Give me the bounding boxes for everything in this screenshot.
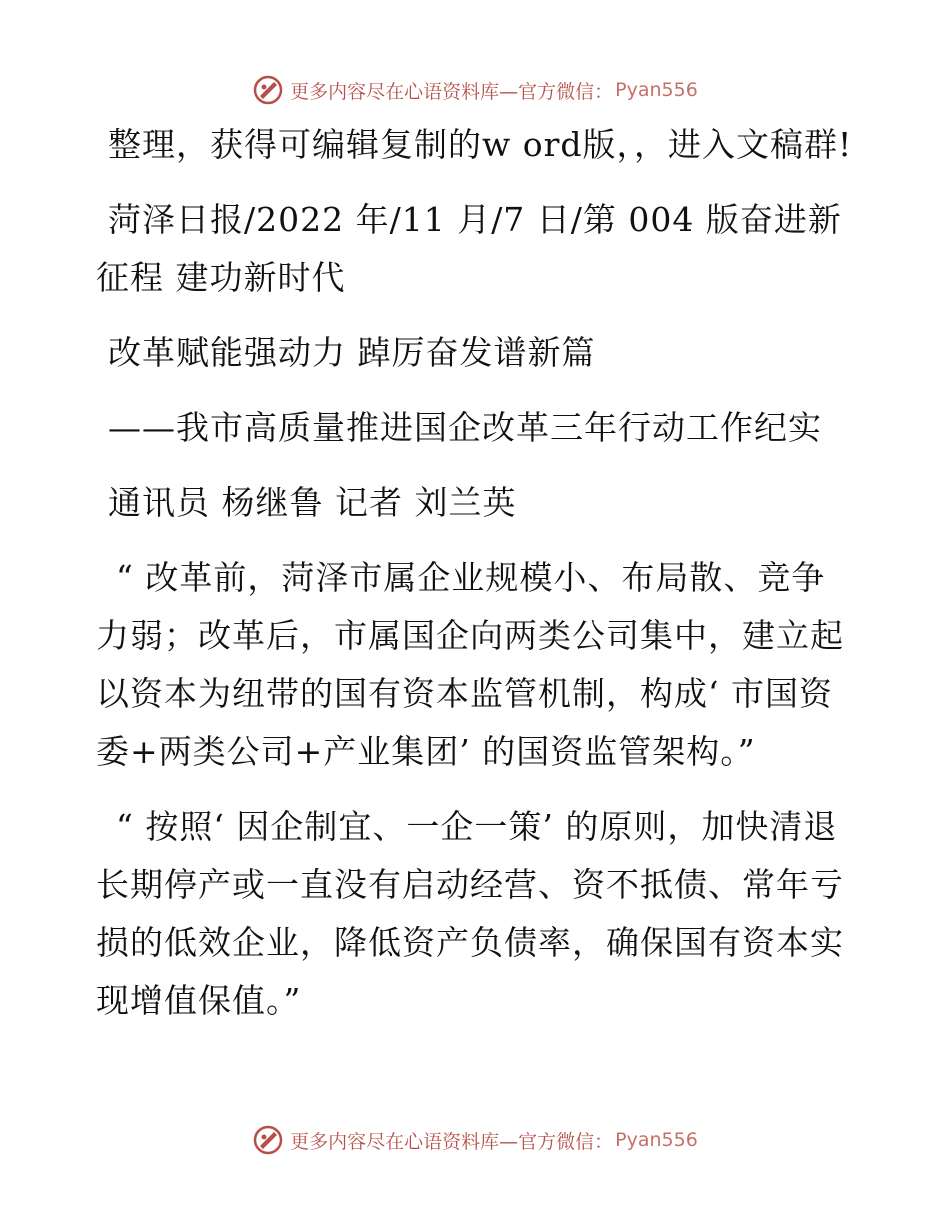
banner-text: 更多内容尽在心语资料库—官方微信： bbox=[290, 80, 614, 103]
banner-wechat-id: Pyan556 bbox=[615, 79, 698, 101]
intro-paragraph: 整理，获得可编辑复制的w ord版，，进入文稿群! bbox=[108, 125, 853, 164]
footer-banner bbox=[0, 1120, 950, 1160]
body-paragraph: “ 改革前，菏泽市属企业规模小、布局散、竞争力弱；改革后，市属国企向两类公司集中，建立起以资本为纽带的国有资本监管机制，构成‘ 市国资委+两类公司+产业集团’ 的国资监管架构。” bbox=[96, 558, 844, 771]
source-line: 菏泽日报/2022 年/11 月/7 日/第 004 版奋进新征程 建功新时代 bbox=[96, 200, 842, 297]
article-subtitle: ——我市高质量推进国企改革三年行动工作纪实 bbox=[108, 408, 822, 447]
logo-icon bbox=[252, 74, 284, 106]
body-paragraph: “ 按照‘ 因企制宜、一企一策’ 的原则，加快清退长期停产或一直没有启动经营、资不抵债、常年亏损的低效企业，降低资产负债率，确保国有资本实现增值保值。” bbox=[96, 807, 844, 1020]
document-body bbox=[96, 116, 856, 1030]
banner-wechat-id: Pyan556 bbox=[615, 1129, 698, 1151]
banner-text: 更多内容尽在心语资料库—官方微信： bbox=[290, 1130, 614, 1153]
logo-icon bbox=[252, 1124, 284, 1156]
byline: 通讯员 杨继鲁 记者 刘兰英 bbox=[108, 483, 517, 522]
article-title: 改革赋能强动力 踔厉奋发谱新篇 bbox=[108, 333, 596, 372]
header-banner bbox=[0, 70, 950, 110]
